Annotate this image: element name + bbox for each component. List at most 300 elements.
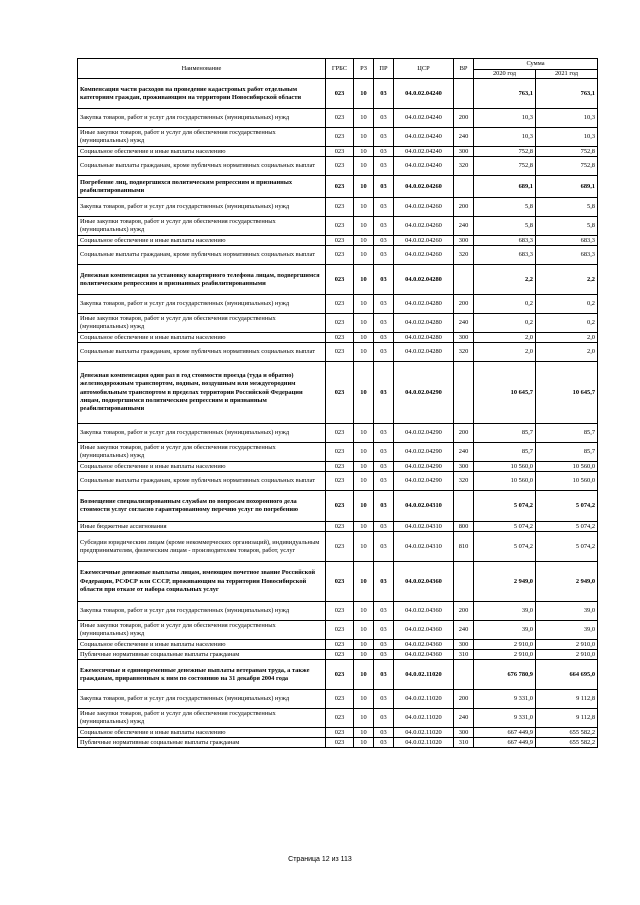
cell-amount-2021: 2,0: [536, 333, 598, 343]
cell-vr: 200: [454, 109, 474, 128]
cell-name: Иные закупки товаров, работ и услуг для обеспечения государственных (муниципальных) нужд: [78, 621, 326, 640]
cell-pr: 03: [374, 621, 394, 640]
cell-name: Иные закупки товаров, работ и услуг для обеспечения государственных (муниципальных) нужд: [78, 709, 326, 728]
header-csr: ЦСР: [394, 59, 454, 79]
cell-amount-2020: 683,3: [474, 246, 536, 265]
table-row: [78, 738, 598, 748]
cell-rz: 10: [354, 246, 374, 265]
cell-csr: 04.0.02.04310: [394, 491, 454, 522]
table-row: [78, 472, 598, 491]
cell-csr: 04.0.02.04240: [394, 109, 454, 128]
table-row: [78, 362, 598, 424]
cell-amount-2020: 2 910,0: [474, 650, 536, 660]
cell-rz: 10: [354, 265, 374, 295]
cell-amount-2020: 39,0: [474, 602, 536, 621]
cell-pr: 03: [374, 157, 394, 176]
cell-rz: 10: [354, 295, 374, 314]
cell-rz: 10: [354, 176, 374, 198]
header-rz: РЗ: [354, 59, 374, 79]
cell-vr: [454, 362, 474, 424]
cell-vr: [454, 491, 474, 522]
cell-vr: 320: [454, 246, 474, 265]
header-name: Наименование: [78, 59, 326, 79]
cell-rz: 10: [354, 562, 374, 602]
cell-csr: 04.0.02.04290: [394, 443, 454, 462]
cell-amount-2020: 0,2: [474, 295, 536, 314]
cell-amount-2021: 2 910,0: [536, 640, 598, 650]
table-row: [78, 246, 598, 265]
cell-grbs: 023: [326, 491, 354, 522]
cell-pr: 03: [374, 650, 394, 660]
cell-vr: 240: [454, 217, 474, 236]
cell-pr: 03: [374, 217, 394, 236]
cell-amount-2021: 2,0: [536, 343, 598, 362]
cell-amount-2021: 10 560,0: [536, 472, 598, 491]
cell-amount-2020: 39,0: [474, 621, 536, 640]
cell-amount-2021: 5,8: [536, 198, 598, 217]
cell-grbs: 023: [326, 147, 354, 157]
cell-name: Закупка товаров, работ и услуг для государственных (муниципальных) нужд: [78, 602, 326, 621]
cell-amount-2020: 0,2: [474, 314, 536, 333]
table-row: [78, 176, 598, 198]
table-row: [78, 217, 598, 236]
table-row: [78, 198, 598, 217]
cell-pr: 03: [374, 79, 394, 109]
header-sum: Сумма: [474, 59, 598, 70]
cell-grbs: 023: [326, 522, 354, 532]
cell-vr: [454, 176, 474, 198]
cell-vr: 200: [454, 198, 474, 217]
cell-csr: 04.0.02.04280: [394, 295, 454, 314]
cell-rz: 10: [354, 472, 374, 491]
cell-vr: 200: [454, 602, 474, 621]
cell-vr: 200: [454, 424, 474, 443]
cell-vr: 810: [454, 532, 474, 562]
cell-amount-2021: 752,8: [536, 157, 598, 176]
cell-csr: 04.0.02.04260: [394, 217, 454, 236]
cell-vr: [454, 79, 474, 109]
cell-pr: 03: [374, 314, 394, 333]
cell-amount-2020: 9 331,0: [474, 690, 536, 709]
cell-amount-2021: 655 582,2: [536, 738, 598, 748]
cell-vr: 240: [454, 621, 474, 640]
cell-amount-2021: 5 074,2: [536, 532, 598, 562]
cell-amount-2020: 667 449,9: [474, 728, 536, 738]
cell-amount-2020: 10,3: [474, 128, 536, 147]
cell-rz: 10: [354, 621, 374, 640]
cell-name: Публичные нормативные социальные выплаты гражданам: [78, 650, 326, 660]
cell-name: Социальное обеспечение и иные выплаты населению: [78, 462, 326, 472]
cell-rz: 10: [354, 314, 374, 333]
cell-amount-2020: 689,1: [474, 176, 536, 198]
cell-rz: 10: [354, 443, 374, 462]
cell-pr: 03: [374, 491, 394, 522]
cell-csr: 04.0.02.04240: [394, 147, 454, 157]
cell-pr: 03: [374, 738, 394, 748]
cell-amount-2021: 752,8: [536, 147, 598, 157]
cell-rz: 10: [354, 532, 374, 562]
cell-pr: 03: [374, 443, 394, 462]
cell-vr: 320: [454, 157, 474, 176]
table-row: [78, 236, 598, 246]
table-row: [78, 650, 598, 660]
cell-amount-2021: 9 112,8: [536, 690, 598, 709]
cell-pr: 03: [374, 343, 394, 362]
cell-amount-2020: 10 560,0: [474, 472, 536, 491]
cell-rz: 10: [354, 660, 374, 690]
cell-amount-2020: 2 949,0: [474, 562, 536, 602]
cell-name: Ежемесячные денежные выплаты лицам, имеющим почетное звание Российской Федерации, РСФСР или СССР, проживающим на территории Новосибирской области при отказе от набора социальных услуг: [78, 562, 326, 602]
cell-vr: 240: [454, 314, 474, 333]
cell-name: Социальное обеспечение и иные выплаты населению: [78, 728, 326, 738]
table-row: [78, 491, 598, 522]
cell-grbs: 023: [326, 109, 354, 128]
cell-pr: 03: [374, 198, 394, 217]
cell-csr: 04.0.02.11020: [394, 660, 454, 690]
cell-name: Социальные выплаты гражданам, кроме публичных нормативных социальных выплат: [78, 472, 326, 491]
cell-pr: 03: [374, 660, 394, 690]
cell-grbs: 023: [326, 660, 354, 690]
cell-amount-2021: 10,3: [536, 128, 598, 147]
table-row: [78, 295, 598, 314]
cell-csr: 04.0.02.11020: [394, 728, 454, 738]
cell-amount-2021: 683,3: [536, 236, 598, 246]
table-row: [78, 602, 598, 621]
cell-rz: 10: [354, 650, 374, 660]
header-vr: ВР: [454, 59, 474, 79]
cell-rz: 10: [354, 198, 374, 217]
cell-grbs: 023: [326, 157, 354, 176]
table-row: [78, 728, 598, 738]
cell-grbs: 023: [326, 562, 354, 602]
table-row: [78, 660, 598, 690]
table-row: [78, 128, 598, 147]
cell-grbs: 023: [326, 424, 354, 443]
table-row: [78, 462, 598, 472]
cell-csr: 04.0.02.04310: [394, 532, 454, 562]
cell-pr: 03: [374, 709, 394, 728]
cell-amount-2020: 763,1: [474, 79, 536, 109]
budget-table: [77, 58, 598, 748]
table-row: [78, 621, 598, 640]
cell-csr: 04.0.02.04310: [394, 522, 454, 532]
cell-grbs: 023: [326, 79, 354, 109]
cell-amount-2021: 689,1: [536, 176, 598, 198]
cell-vr: 300: [454, 236, 474, 246]
cell-pr: 03: [374, 562, 394, 602]
cell-grbs: 023: [326, 532, 354, 562]
cell-vr: 240: [454, 128, 474, 147]
cell-pr: 03: [374, 472, 394, 491]
cell-amount-2021: 2,2: [536, 265, 598, 295]
cell-amount-2021: 10,3: [536, 109, 598, 128]
cell-amount-2021: 0,2: [536, 295, 598, 314]
cell-rz: 10: [354, 362, 374, 424]
cell-pr: 03: [374, 424, 394, 443]
cell-amount-2020: 5,8: [474, 217, 536, 236]
cell-amount-2021: 85,7: [536, 424, 598, 443]
cell-grbs: 023: [326, 236, 354, 246]
table-row: [78, 79, 598, 109]
cell-name: Иные закупки товаров, работ и услуг для обеспечения государственных (муниципальных) нужд: [78, 128, 326, 147]
cell-csr: 04.0.02.11020: [394, 738, 454, 748]
cell-grbs: 023: [326, 709, 354, 728]
cell-grbs: 023: [326, 246, 354, 265]
table-row: [78, 532, 598, 562]
cell-csr: 04.0.02.04290: [394, 472, 454, 491]
cell-vr: 240: [454, 709, 474, 728]
cell-csr: 04.0.02.04290: [394, 362, 454, 424]
cell-name: Социальное обеспечение и иные выплаты населению: [78, 640, 326, 650]
cell-amount-2020: 667 449,9: [474, 738, 536, 748]
cell-vr: 200: [454, 690, 474, 709]
cell-rz: 10: [354, 522, 374, 532]
cell-amount-2020: 9 331,0: [474, 709, 536, 728]
cell-rz: 10: [354, 738, 374, 748]
cell-csr: 04.0.02.04360: [394, 602, 454, 621]
cell-pr: 03: [374, 690, 394, 709]
cell-amount-2021: 39,0: [536, 602, 598, 621]
cell-amount-2021: 2 910,0: [536, 650, 598, 660]
header-year-2020: 2020 год: [474, 70, 536, 79]
cell-csr: 04.0.02.04290: [394, 462, 454, 472]
cell-grbs: 023: [326, 217, 354, 236]
cell-amount-2020: 2,2: [474, 265, 536, 295]
cell-pr: 03: [374, 295, 394, 314]
cell-csr: 04.0.02.04260: [394, 236, 454, 246]
table-row: [78, 709, 598, 728]
cell-name: Закупка товаров, работ и услуг для государственных (муниципальных) нужд: [78, 690, 326, 709]
cell-rz: 10: [354, 128, 374, 147]
cell-csr: 04.0.02.04240: [394, 157, 454, 176]
table-row: [78, 562, 598, 602]
cell-vr: [454, 265, 474, 295]
table-row: [78, 157, 598, 176]
cell-pr: 03: [374, 265, 394, 295]
cell-csr: 04.0.02.04280: [394, 314, 454, 333]
cell-rz: 10: [354, 462, 374, 472]
cell-grbs: 023: [326, 176, 354, 198]
cell-csr: 04.0.02.04360: [394, 640, 454, 650]
cell-rz: 10: [354, 640, 374, 650]
cell-vr: [454, 562, 474, 602]
cell-csr: 04.0.02.04280: [394, 265, 454, 295]
cell-amount-2021: 664 695,0: [536, 660, 598, 690]
table-row: [78, 147, 598, 157]
table-row: [78, 640, 598, 650]
cell-grbs: 023: [326, 314, 354, 333]
cell-name: Закупка товаров, работ и услуг для государственных (муниципальных) нужд: [78, 295, 326, 314]
cell-amount-2021: 5,8: [536, 217, 598, 236]
cell-vr: 310: [454, 738, 474, 748]
cell-rz: 10: [354, 343, 374, 362]
cell-amount-2020: 2,0: [474, 343, 536, 362]
cell-amount-2020: 2 910,0: [474, 640, 536, 650]
cell-pr: 03: [374, 246, 394, 265]
cell-amount-2020: 752,8: [474, 147, 536, 157]
cell-grbs: 023: [326, 462, 354, 472]
cell-csr: 04.0.02.04280: [394, 343, 454, 362]
cell-pr: 03: [374, 236, 394, 246]
cell-name: Закупка товаров, работ и услуг для государственных (муниципальных) нужд: [78, 109, 326, 128]
cell-amount-2021: 85,7: [536, 443, 598, 462]
cell-vr: 310: [454, 650, 474, 660]
cell-csr: 04.0.02.04240: [394, 79, 454, 109]
header-year-2021: 2021 год: [536, 70, 598, 79]
cell-rz: 10: [354, 147, 374, 157]
cell-amount-2020: 5,8: [474, 198, 536, 217]
cell-name: Социальное обеспечение и иные выплаты населению: [78, 333, 326, 343]
cell-grbs: 023: [326, 650, 354, 660]
cell-rz: 10: [354, 602, 374, 621]
cell-amount-2021: 763,1: [536, 79, 598, 109]
cell-amount-2021: 39,0: [536, 621, 598, 640]
cell-name: Компенсация части расходов на проведение кадастровых работ отдельным категориям граждан, проживающим на территории Новосибирской области: [78, 79, 326, 109]
cell-amount-2020: 5 074,2: [474, 532, 536, 562]
cell-amount-2020: 683,3: [474, 236, 536, 246]
cell-amount-2021: 655 582,2: [536, 728, 598, 738]
cell-name: Возмещение специализированным службам по вопросам похоронного дела стоимости услуг согласно гарантированному перечню услуг по погребению: [78, 491, 326, 522]
cell-name: Погребение лиц, подвергшихся политическим репрессиям и признанных реабилитированными: [78, 176, 326, 198]
cell-csr: 04.0.02.04240: [394, 128, 454, 147]
cell-grbs: 023: [326, 443, 354, 462]
cell-amount-2020: 10 560,0: [474, 462, 536, 472]
cell-name: Денежная компенсация за установку квартирного телефона лицам, подвергшимся политическим репрессиям и признанных реабилитированными: [78, 265, 326, 295]
table-row: [78, 265, 598, 295]
table-row: [78, 424, 598, 443]
cell-name: Субсидии юридическим лицам (кроме некоммерческих организаций), индивидуальным предпринимателям, физическим лицам - производителям товаров, работ, услуг: [78, 532, 326, 562]
cell-name: Закупка товаров, работ и услуг для государственных (муниципальных) нужд: [78, 424, 326, 443]
cell-grbs: 023: [326, 728, 354, 738]
cell-amount-2020: 5 074,2: [474, 491, 536, 522]
cell-grbs: 023: [326, 690, 354, 709]
cell-name: Ежемесячные и единовременные денежные выплаты ветеранам труда, а также гражданам, приравненным к ним по состоянию на 31 декабря 2004 года: [78, 660, 326, 690]
cell-pr: 03: [374, 147, 394, 157]
cell-name: Денежная компенсация один раз в год стоимости проезда (туда и обратно) железнодорожным транспортом, водным, воздушным или междугородним автомобильным транспортом в пределах территории Российской Федерации лицам, подвергшимся политическим репрессиям и признанным реабилитированными: [78, 362, 326, 424]
cell-vr: 240: [454, 443, 474, 462]
cell-rz: 10: [354, 690, 374, 709]
cell-rz: 10: [354, 157, 374, 176]
cell-name: Иные закупки товаров, работ и услуг для обеспечения государственных (муниципальных) нужд: [78, 217, 326, 236]
cell-csr: 04.0.02.04360: [394, 621, 454, 640]
cell-amount-2020: 10 645,7: [474, 362, 536, 424]
cell-name: Публичные нормативные социальные выплаты гражданам: [78, 738, 326, 748]
cell-pr: 03: [374, 640, 394, 650]
cell-grbs: 023: [326, 333, 354, 343]
cell-vr: 300: [454, 640, 474, 650]
cell-csr: 04.0.02.04360: [394, 650, 454, 660]
table-row: [78, 109, 598, 128]
cell-csr: 04.0.02.11020: [394, 690, 454, 709]
cell-name: Иные закупки товаров, работ и услуг для обеспечения государственных (муниципальных) нужд: [78, 443, 326, 462]
cell-amount-2020: 85,7: [474, 443, 536, 462]
table-row: [78, 333, 598, 343]
cell-vr: 300: [454, 333, 474, 343]
cell-vr: 320: [454, 472, 474, 491]
cell-pr: 03: [374, 128, 394, 147]
cell-amount-2020: 676 780,9: [474, 660, 536, 690]
cell-amount-2021: 5 074,2: [536, 522, 598, 532]
table-row: [78, 314, 598, 333]
cell-pr: 03: [374, 728, 394, 738]
cell-pr: 03: [374, 532, 394, 562]
cell-grbs: 023: [326, 472, 354, 491]
header-grbs: ГРБС: [326, 59, 354, 79]
cell-rz: 10: [354, 728, 374, 738]
cell-grbs: 023: [326, 265, 354, 295]
cell-rz: 10: [354, 217, 374, 236]
cell-name: Социальное обеспечение и иные выплаты населению: [78, 236, 326, 246]
cell-vr: 300: [454, 728, 474, 738]
cell-rz: 10: [354, 709, 374, 728]
cell-grbs: 023: [326, 640, 354, 650]
cell-vr: 300: [454, 462, 474, 472]
cell-rz: 10: [354, 424, 374, 443]
cell-amount-2021: 10 560,0: [536, 462, 598, 472]
table-row: [78, 443, 598, 462]
cell-rz: 10: [354, 79, 374, 109]
cell-name: Социальные выплаты гражданам, кроме публичных нормативных социальных выплат: [78, 246, 326, 265]
table-body: [78, 79, 598, 748]
cell-amount-2020: 2,0: [474, 333, 536, 343]
cell-amount-2020: 5 074,2: [474, 522, 536, 532]
cell-amount-2021: 5 074,2: [536, 491, 598, 522]
cell-rz: 10: [354, 491, 374, 522]
header-pr: ПР: [374, 59, 394, 79]
cell-csr: 04.0.02.04260: [394, 176, 454, 198]
cell-pr: 03: [374, 362, 394, 424]
cell-csr: 04.0.02.04260: [394, 246, 454, 265]
cell-vr: 300: [454, 147, 474, 157]
cell-grbs: 023: [326, 738, 354, 748]
cell-csr: 04.0.02.04290: [394, 424, 454, 443]
cell-pr: 03: [374, 109, 394, 128]
cell-grbs: 023: [326, 343, 354, 362]
cell-name: Иные закупки товаров, работ и услуг для обеспечения государственных (муниципальных) нужд: [78, 314, 326, 333]
cell-pr: 03: [374, 333, 394, 343]
cell-amount-2021: 9 112,8: [536, 709, 598, 728]
cell-name: Социальные выплаты гражданам, кроме публичных нормативных социальных выплат: [78, 343, 326, 362]
cell-grbs: 023: [326, 621, 354, 640]
cell-name: Закупка товаров, работ и услуг для государственных (муниципальных) нужд: [78, 198, 326, 217]
cell-amount-2021: 0,2: [536, 314, 598, 333]
cell-rz: 10: [354, 109, 374, 128]
cell-csr: 04.0.02.04280: [394, 333, 454, 343]
cell-grbs: 023: [326, 128, 354, 147]
cell-pr: 03: [374, 522, 394, 532]
cell-name: Социальное обеспечение и иные выплаты населению: [78, 147, 326, 157]
cell-rz: 10: [354, 333, 374, 343]
cell-name: Социальные выплаты гражданам, кроме публичных нормативных социальных выплат: [78, 157, 326, 176]
cell-vr: 320: [454, 343, 474, 362]
cell-rz: 10: [354, 236, 374, 246]
cell-grbs: 023: [326, 602, 354, 621]
cell-csr: 04.0.02.04360: [394, 562, 454, 602]
cell-name: Иные бюджетные ассигнования: [78, 522, 326, 532]
cell-amount-2021: 683,3: [536, 246, 598, 265]
header-row: [78, 59, 598, 70]
cell-grbs: 023: [326, 362, 354, 424]
table-row: [78, 522, 598, 532]
cell-grbs: 023: [326, 295, 354, 314]
cell-vr: 200: [454, 295, 474, 314]
cell-pr: 03: [374, 462, 394, 472]
cell-pr: 03: [374, 602, 394, 621]
cell-amount-2021: 10 645,7: [536, 362, 598, 424]
cell-vr: 800: [454, 522, 474, 532]
cell-amount-2020: 85,7: [474, 424, 536, 443]
page-number: Страница 12 из 113: [288, 856, 352, 863]
